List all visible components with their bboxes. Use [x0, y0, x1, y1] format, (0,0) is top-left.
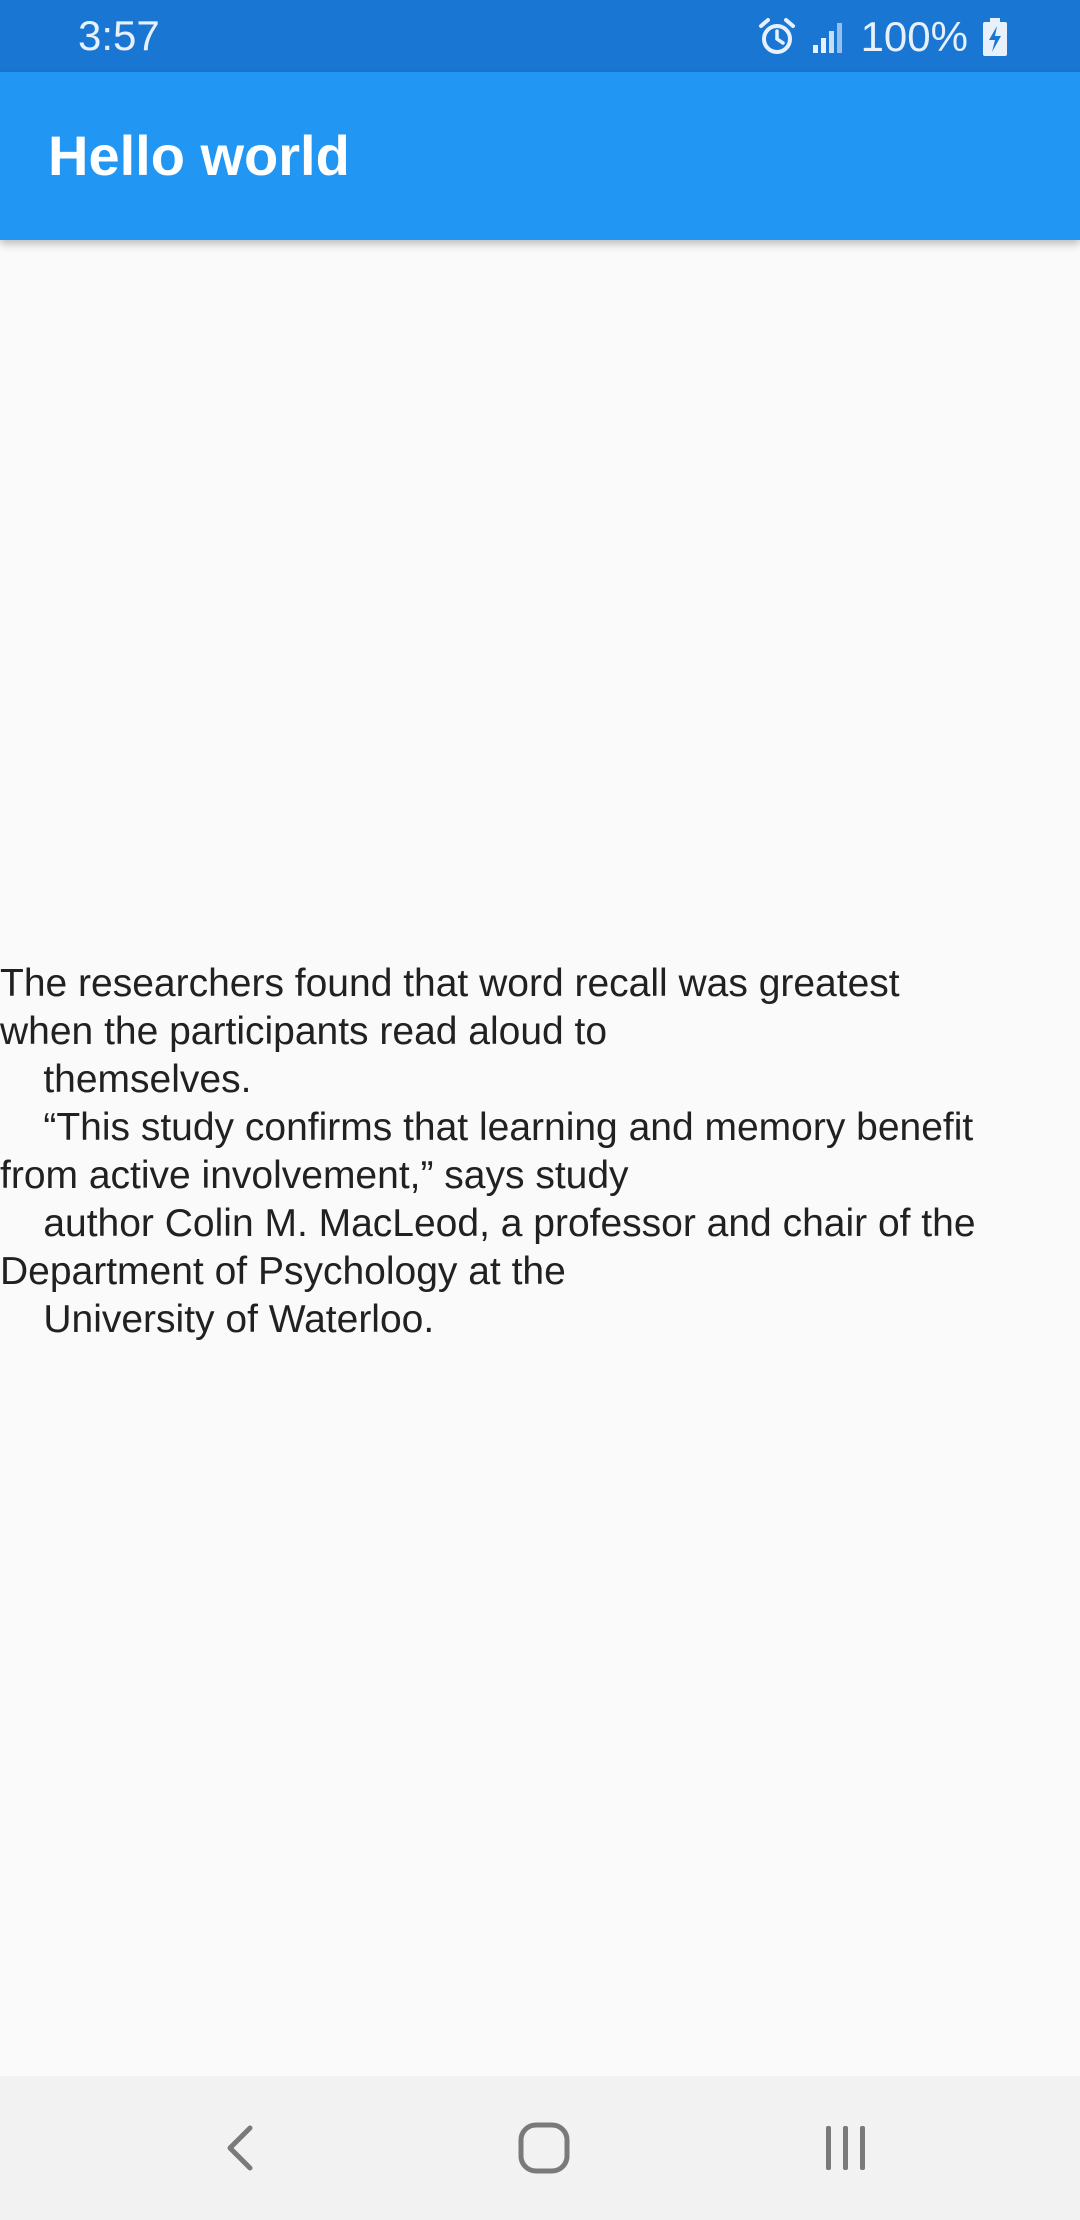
status-icons	[757, 12, 1008, 62]
recents-button[interactable]	[796, 2098, 896, 2198]
home-icon	[514, 2118, 574, 2178]
status-bar	[0, 0, 1080, 72]
status-time: 3:57	[78, 12, 160, 59]
text-line: Department of Psychology at the	[0, 1250, 566, 1293]
home-button[interactable]	[494, 2098, 594, 2198]
text-line: when the participants read aloud to	[0, 1010, 608, 1053]
text-line: themselves.	[0, 1058, 252, 1101]
back-button[interactable]	[192, 2098, 292, 2198]
battery-charging-icon	[982, 17, 1008, 57]
recents-icon	[816, 2118, 876, 2178]
app-title: Hello world	[48, 124, 350, 187]
signal-icon	[811, 19, 847, 55]
back-icon	[212, 2118, 272, 2178]
app-bar	[0, 72, 1080, 240]
navigation-bar	[0, 2076, 1080, 2220]
text-line: from active involvement,” says study	[0, 1154, 629, 1197]
battery-percentage: 100%	[860, 13, 968, 60]
text-line: “This study confirms that learning and memory benefit	[0, 1106, 974, 1149]
text-line: author Colin M. MacLeod, a professor and chair of the	[0, 1202, 976, 1245]
text-line: University of Waterloo.	[0, 1298, 435, 1341]
text-line: The researchers found that word recall was greatest	[0, 962, 900, 1005]
body-text	[0, 960, 1080, 1344]
alarm-icon	[757, 17, 797, 57]
